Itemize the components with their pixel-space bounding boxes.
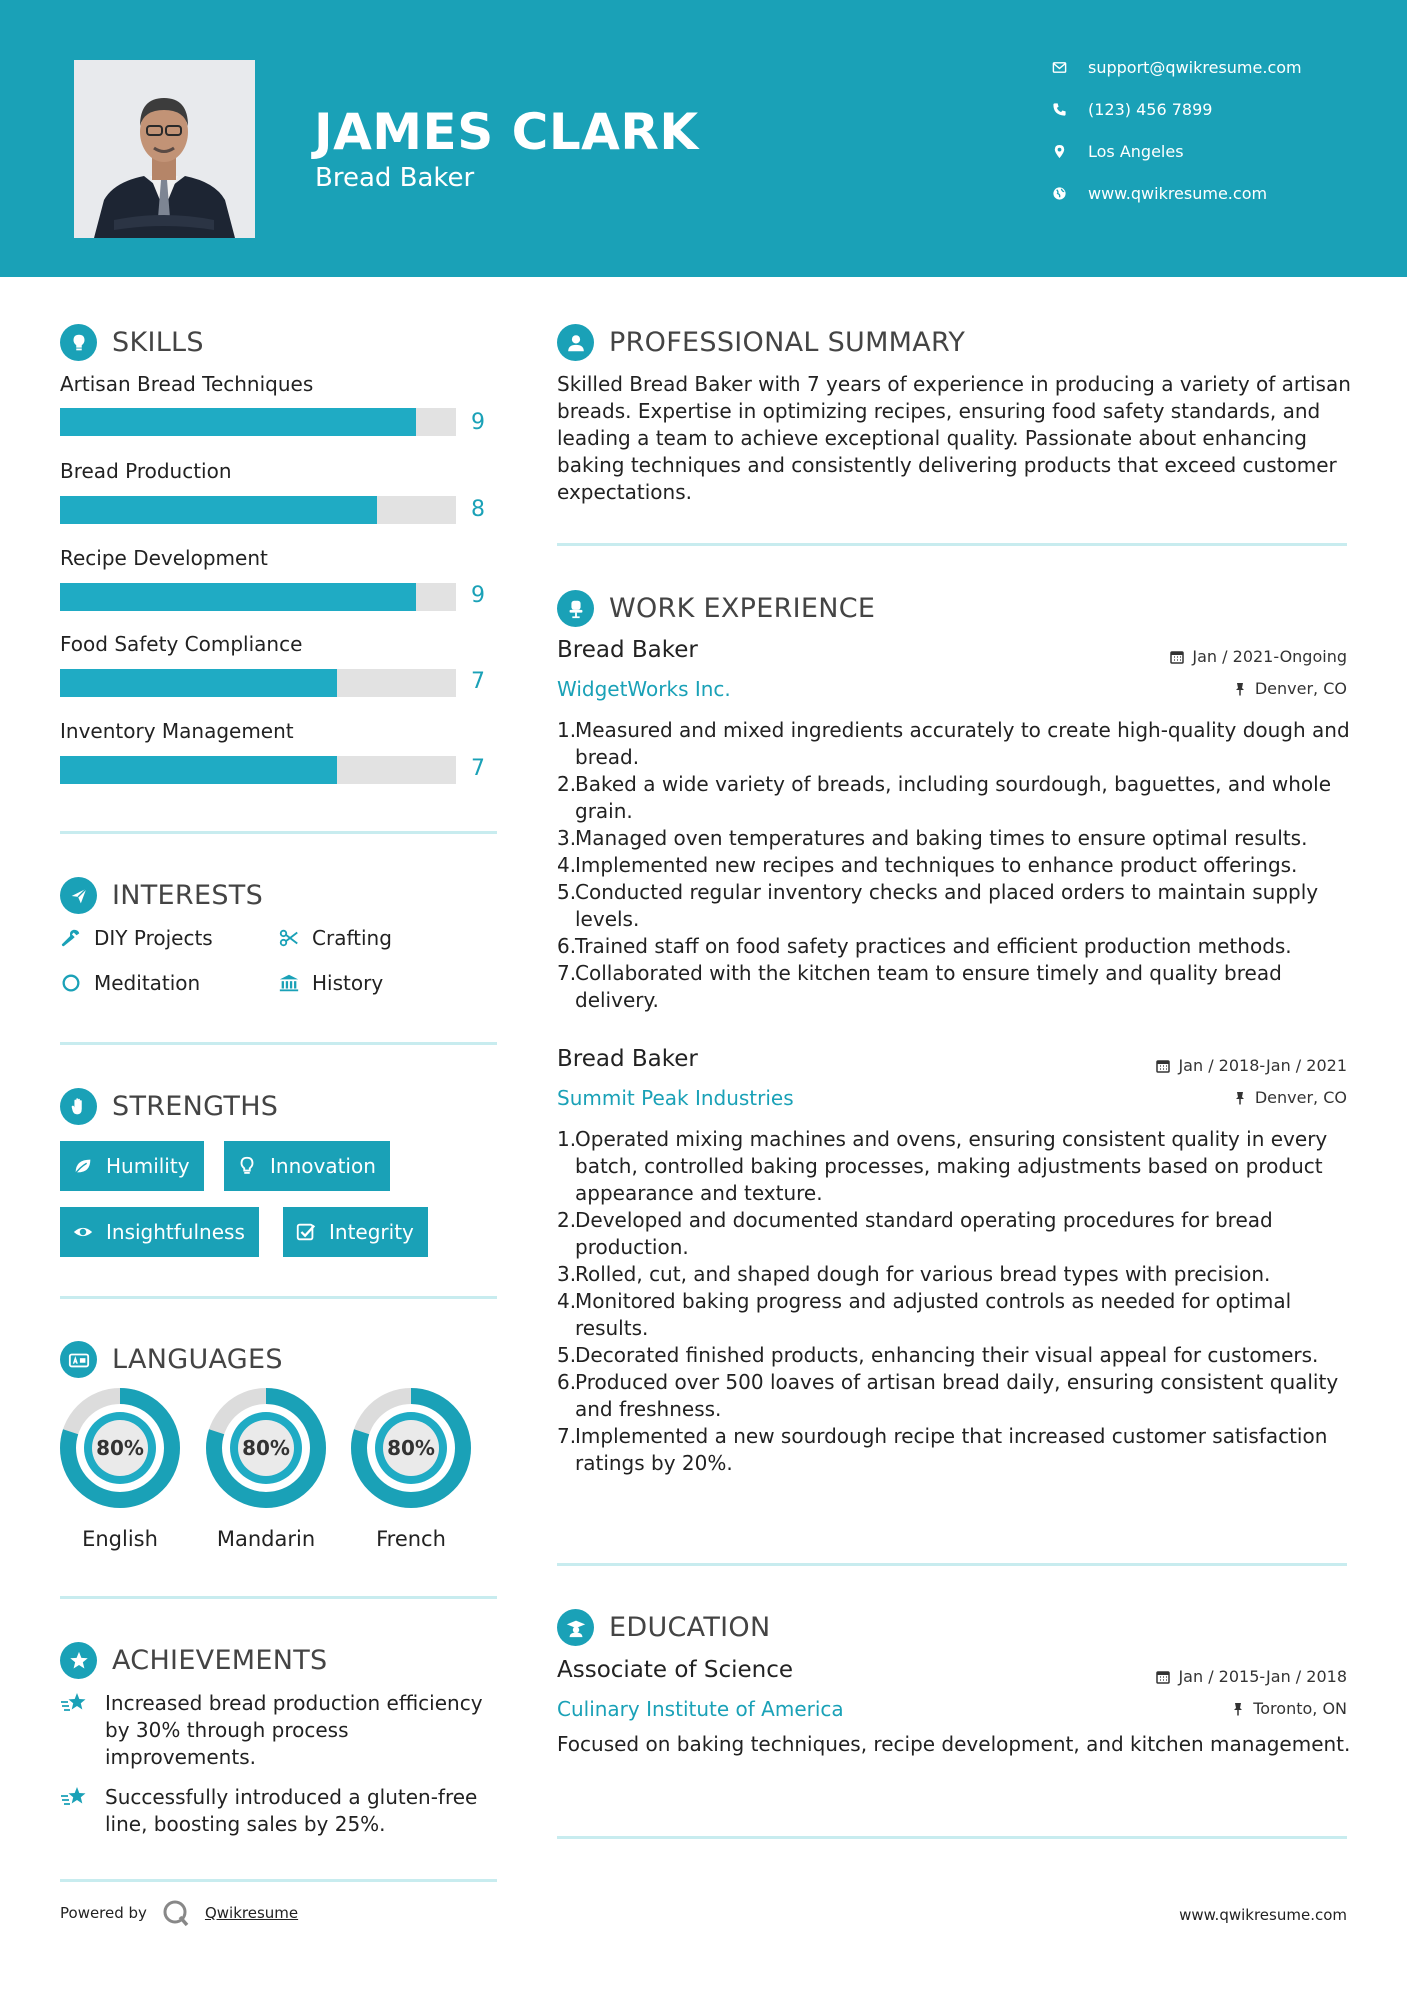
contact-location-text: Los Angeles <box>1088 142 1184 161</box>
envelope-icon <box>1050 59 1068 77</box>
language-donut <box>58 1386 182 1510</box>
language-donut <box>204 1386 328 1510</box>
qwikresume-logo-icon <box>161 1898 191 1928</box>
strength-tag: Innovation <box>224 1141 390 1191</box>
strengths-heading: STRENGTHS <box>60 1088 278 1125</box>
job-duties-list <box>557 1126 1357 1477</box>
footer-website[interactable]: www.qwikresume.com <box>1179 1906 1347 1924</box>
achievement-item: Successfully introduced a gluten-free line, boosting sales by 25%. <box>60 1784 500 1838</box>
education-dates: Jan / 2015-Jan / 2018 <box>1156 1667 1347 1686</box>
list-item: 2. Baked a wide variety of breads, including sourdough, baguettes, and whole grain. <box>557 772 1332 823</box>
education-heading: EDUCATION <box>557 1609 770 1646</box>
skill-label: Artisan Bread Techniques <box>60 372 314 396</box>
job-title: Bread Baker <box>557 1046 698 1072</box>
job-location: Denver, CO <box>1233 1088 1347 1107</box>
pushpin-icon <box>1233 682 1247 696</box>
section-divider <box>60 1596 497 1599</box>
language-item <box>58 1386 182 1551</box>
skill-bar <box>60 756 456 784</box>
lightbulb-icon <box>236 1155 258 1177</box>
phone-icon <box>1050 101 1068 119</box>
skill-bar-fill <box>60 496 377 524</box>
section-divider <box>557 1836 1347 1839</box>
list-item: 4. Implemented new recipes and techniques to enhance product offerings. <box>557 853 1298 877</box>
job-duties-list <box>557 717 1357 1014</box>
skill-level: 9 <box>471 410 485 435</box>
skill-level: 7 <box>471 756 485 781</box>
bank-icon <box>278 972 300 994</box>
strength-tag: Humility <box>60 1141 204 1191</box>
interests-heading: INTERESTS <box>60 877 263 914</box>
hand-icon <box>60 1088 97 1125</box>
lightbulb-icon <box>60 324 97 361</box>
interest-item: Meditation <box>60 971 200 995</box>
contact-location <box>1050 142 1184 161</box>
education-description: Focused on baking techniques, recipe development, and kitchen management. <box>557 1732 1351 1756</box>
list-item: 1. Operated mixing machines and ovens, ensuring consistent quality in every batch, controlled baking processes, making adjustments based on product appearance and texture. <box>557 1127 1328 1205</box>
list-item: 1. Measured and mixed ingredients accurately to create high-quality dough and bread. <box>557 718 1350 769</box>
check-square-icon <box>295 1221 317 1243</box>
calendar-icon <box>1170 650 1184 664</box>
list-item: 3. Rolled, cut, and shaped dough for various bread types with precision. <box>557 1262 1271 1286</box>
language-label: French <box>376 1527 446 1551</box>
eye-icon <box>72 1221 94 1243</box>
school-name: Culinary Institute of America <box>557 1697 844 1721</box>
skill-label: Recipe Development <box>60 546 268 570</box>
skill-label: Inventory Management <box>60 719 294 743</box>
list-item: 6. Trained staff on food safety practices and efficient production methods. <box>557 934 1292 958</box>
list-item: 2. Developed and documented standard operating procedures for bread production. <box>557 1208 1273 1259</box>
language-icon <box>60 1341 97 1378</box>
map-pin-icon <box>1050 143 1068 161</box>
degree-title: Associate of Science <box>557 1657 794 1683</box>
job-dates: Jan / 2021-Ongoing <box>1170 647 1347 666</box>
skills-heading: SKILLS <box>60 324 204 361</box>
strength-tag: Insightfulness <box>60 1207 259 1257</box>
contact-website[interactable] <box>1050 184 1267 203</box>
list-item: 5. Decorated finished products, enhancing their visual appeal for customers. <box>557 1343 1319 1367</box>
language-donut <box>349 1386 473 1510</box>
list-item: 6. Produced over 500 loaves of artisan bread daily, ensuring consistent quality and freshness. <box>557 1370 1339 1421</box>
globe-icon <box>1050 185 1068 203</box>
language-percent: 80% <box>96 1436 144 1460</box>
job-dates: Jan / 2018-Jan / 2021 <box>1156 1056 1347 1075</box>
section-divider <box>60 1042 497 1045</box>
skill-label: Bread Production <box>60 459 232 483</box>
candidate-name: JAMES CLARK <box>314 103 699 161</box>
section-divider <box>557 1563 1347 1566</box>
skill-bar-fill <box>60 583 416 611</box>
list-item: 7. Collaborated with the kitchen team to ensure timely and quality bread delivery. <box>557 961 1282 1012</box>
candidate-role: Bread Baker <box>315 163 475 193</box>
achievement-item: Increased bread production efficiency by 30% through process improvements. <box>60 1690 500 1771</box>
language-item <box>349 1386 473 1551</box>
calendar-icon <box>1156 1059 1170 1073</box>
education-location: Toronto, ON <box>1231 1699 1347 1718</box>
leaf-icon <box>72 1155 94 1177</box>
pushpin-icon <box>1233 1091 1247 1105</box>
language-label: English <box>82 1527 158 1551</box>
pushpin-icon <box>1231 1702 1245 1716</box>
job-title: Bread Baker <box>557 637 698 663</box>
list-item: 7. Implemented a new sourdough recipe that increased customer satisfaction ratings by 20%. <box>557 1424 1328 1475</box>
skill-level: 9 <box>471 583 485 608</box>
skill-bar-fill <box>60 669 337 697</box>
graduate-icon <box>557 1609 594 1646</box>
shooting-star-icon <box>60 1692 90 1716</box>
skill-bar-fill <box>60 408 416 436</box>
achievements-heading: ACHIEVEMENTS <box>60 1642 328 1679</box>
language-label: Mandarin <box>216 1527 316 1551</box>
star-icon <box>60 1642 97 1679</box>
languages-heading: LANGUAGES <box>60 1341 283 1378</box>
interest-item: Crafting <box>278 926 392 950</box>
brand-link[interactable]: Qwikresume <box>204 1904 299 1922</box>
calendar-icon <box>1156 1670 1170 1684</box>
skill-bar <box>60 408 456 436</box>
scissors-icon <box>278 927 300 949</box>
skill-level: 7 <box>471 669 485 694</box>
circle-icon <box>60 972 82 994</box>
contact-email[interactable] <box>1050 58 1302 77</box>
user-icon <box>557 324 594 361</box>
shooting-star-icon <box>60 1786 90 1810</box>
list-item: 5. Conducted regular inventory checks and placed orders to maintain supply levels. <box>557 880 1319 931</box>
paper-plane-icon <box>60 877 97 914</box>
resume-header <box>0 0 1407 277</box>
skill-bar <box>60 583 456 611</box>
chair-icon <box>557 590 594 627</box>
skill-level: 8 <box>471 497 485 522</box>
skill-label: Food Safety Compliance <box>60 632 303 656</box>
profile-photo <box>74 60 255 238</box>
job-location: Denver, CO <box>1233 679 1347 698</box>
interest-item: DIY Projects <box>60 926 213 950</box>
section-divider <box>60 831 497 834</box>
skill-bar <box>60 669 456 697</box>
list-item: 3. Managed oven temperatures and baking times to ensure optimal results. <box>557 826 1308 850</box>
language-percent: 80% <box>387 1436 435 1460</box>
skill-bar <box>60 496 456 524</box>
interest-item: History <box>278 971 383 995</box>
section-divider <box>60 1296 497 1299</box>
section-divider <box>60 1879 497 1882</box>
section-divider <box>557 543 1347 546</box>
language-item <box>204 1386 328 1551</box>
contact-website-text: www.qwikresume.com <box>1088 184 1268 203</box>
company-name: WidgetWorks Inc. <box>557 677 731 701</box>
contact-email-text: support@qwikresume.com <box>1088 58 1302 77</box>
portrait-image <box>74 60 255 238</box>
experience-heading: WORK EXPERIENCE <box>557 590 875 627</box>
contact-phone-text: (123) 456 7899 <box>1088 100 1213 119</box>
list-item: 4. Monitored baking progress and adjusted controls as needed for optimal results. <box>557 1289 1292 1340</box>
strength-tag: Integrity <box>283 1207 428 1257</box>
company-name: Summit Peak Industries <box>557 1086 794 1110</box>
language-percent: 80% <box>242 1436 290 1460</box>
wrench-icon <box>60 927 82 949</box>
powered-by: Powered by Qwikresume <box>60 1898 298 1928</box>
contact-phone[interactable] <box>1050 100 1212 119</box>
summary-text: Skilled Bread Baker with 7 years of experience in producing a variety of artisan breads. Expertise in optimizing recipes, ensuring food safety standards, and leading a team to achieve exceptional quality. Passionate about enhancing baking techniques and consistently delivering products that exceed customer expectations. <box>557 372 1351 504</box>
summary-heading: PROFESSIONAL SUMMARY <box>557 324 965 361</box>
skill-bar-fill <box>60 756 337 784</box>
